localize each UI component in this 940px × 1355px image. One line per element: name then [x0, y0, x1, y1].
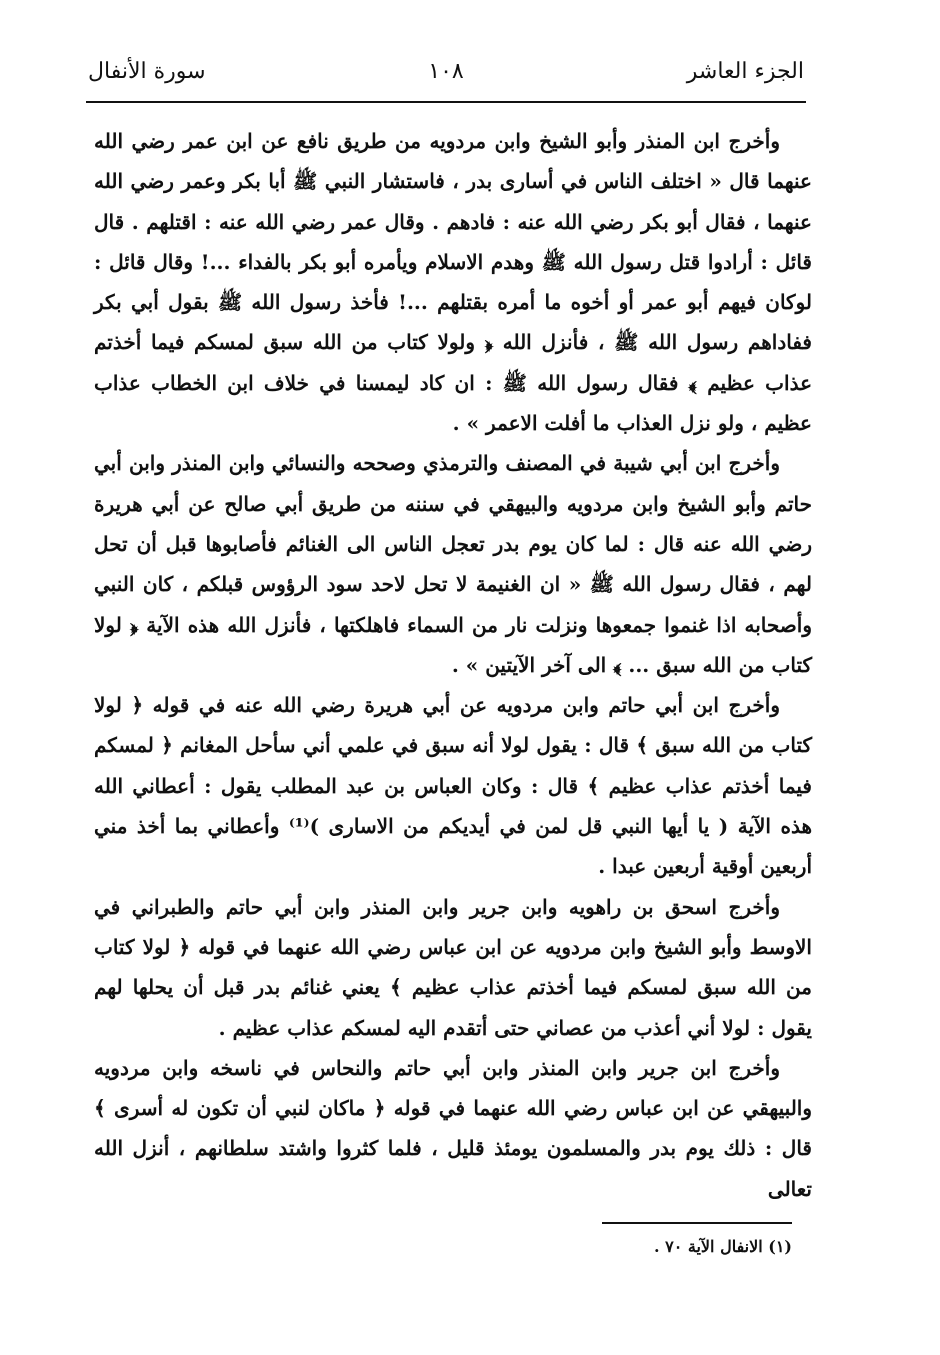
main-text — [94, 121, 812, 1209]
footnote: (١) الانفال الآية ٧٠ . — [654, 1237, 792, 1256]
paragraph: وأخرج ابن أبي حاتم وابن مردويه عن أبي هريرة رضي الله عنه في قوله ﴿ لولا كتاب من الله سبق ﴾ قال : يقول لولا أنه سبق في علمي أني سأحل المغانم ﴿ لمسكم فيما أخذتم عذاب عظيم ﴾ قال : وكان العباس بن عبد المطلب يقول : أعطاني الله هذه الآية ( يا أيها النبي قل لمن في أيديكم من الاسارى )⁽¹⁾ وأعطاني بما أخذ مني أربعين أوقية أربعين عبدا . — [94, 693, 813, 879]
header-divider — [86, 101, 806, 103]
running-header — [88, 52, 804, 92]
paragraph: وأخرج اسحق بن راهويه وابن جرير وابن المنذر وابن أبي حاتم والطبراني في الاوسط وأبو الشيخ وابن مردويه عن ابن عباس رضي الله عنهما في قوله ﴿ لولا كتاب من الله سبق لمسكم فيما أخذتم عذاب عظيم ﴾ يعني غنائم بدر قبل أن يحلها لهم يقول : لولا أني أعذب من عصاني حتى أتقدم اليه لمسكم عذاب عظيم . — [94, 894, 812, 1040]
footnote-divider — [602, 1222, 792, 1224]
paragraph: وأخرج ابن أبي شيبة في المصنف والترمذي وصححه والنسائي وابن المنذر وابن أبي حاتم وأبو الشيخ وابن مردويه والبيهقي في سننه من طريق أبي صالح عن أبي هريرة رضي الله عنه قال : لما كان يوم بدر تعجل الناس الى الغنائم فأصابوها قبل أن تحل لهم ، فقال رسول الله ﷺ « ان الغنيمة لا تحل لاحد سود الرؤوس قبلكم ، كان النبي وأصحابه اذا غنموا جمعوها ونزلت نار من السماء فاهلكتها ، فأنزل الله هذه الآية ﴿ لولا كتاب من الله سبق ... ﴾ الى آخر الآيتين » . — [94, 451, 812, 677]
paragraph: وأخرج ابن جرير وابن المنذر وابن أبي حاتم والنحاس في ناسخه وابن مردويه والبيهقي عن ابن عباس رضي الله عنهما في قوله ﴿ ماكان لنبي أن تكون له أسرى ﴾ قال : ذلك يوم بدر والمسلمون يومئذ قليل ، فلما كثروا واشتد سلطانهم ، أنزل الله تعالى — [94, 1055, 812, 1201]
surah-title: سورة الأنفال — [88, 59, 206, 84]
part-title: الجزء العاشر — [686, 59, 804, 84]
page-number: ١٠٨ — [428, 59, 464, 84]
paragraph: وأخرج ابن المنذر وأبو الشيخ وابن مردويه من طريق نافع عن ابن عمر رضي الله عنهما قال « اختلف الناس في أسارى بدر ، فاستشار النبي ﷺ أبا بكر وعمر رضي الله عنهما ، فقال أبو بكر رضي الله عنه : فادهم . وقال عمر رضي الله عنه : اقتلهم . قال قائل : أرادوا قتل رسول الله ﷺ وهدم الاسلام ويأمره أبو بكر بالفداء ...! وقال قائل : لوكان فيهم أبو عمر أو أخوه ما أمره بقتلهم ...! فأخذ رسول الله ﷺ بقول أبي بكر ففاداهم رسول الله ﷺ ، فأنزل الله ﴿ ولولا كتاب من الله سبق لمسكم فيما أخذتم عذاب عظيم ﴾ فقال رسول الله ﷺ : ان كاد ليمسنا في خلاف ابن الخطاب عذاب عظيم ، ولو نزل العذاب ما أفلت الاعمر » . — [94, 129, 812, 436]
